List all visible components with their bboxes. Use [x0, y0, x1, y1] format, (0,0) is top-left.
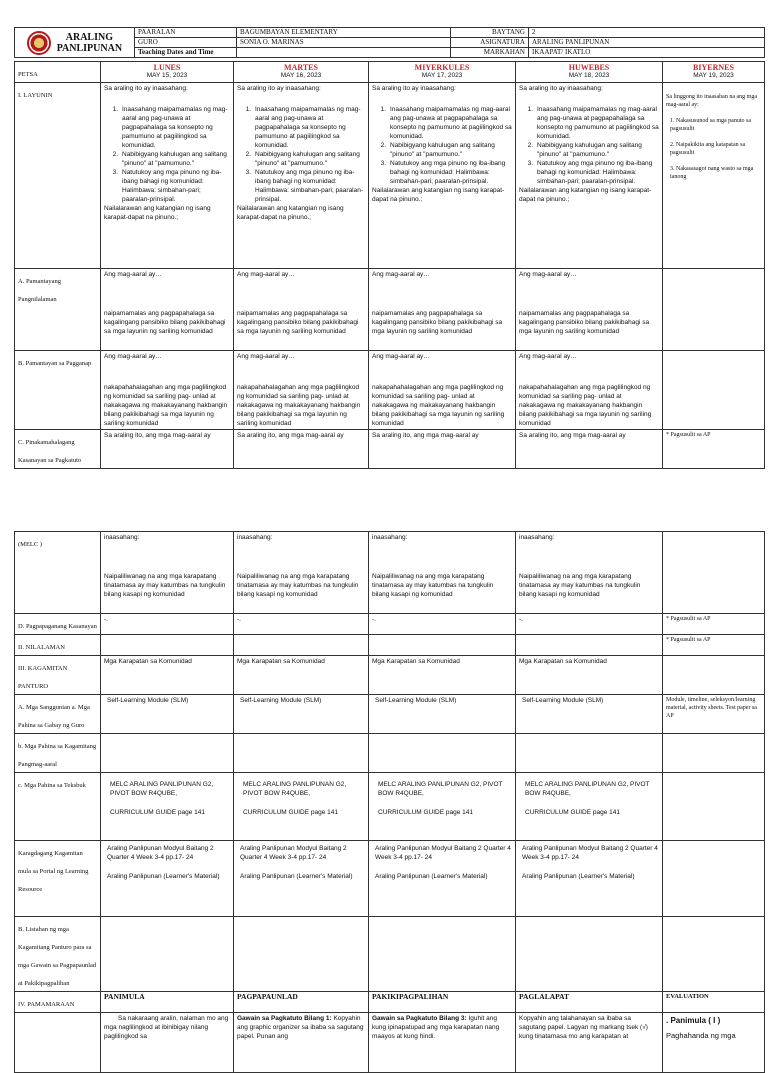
layunin-item — [104, 150, 230, 168]
karagdagang-row — [15, 841, 765, 917]
day-column-5 — [663, 62, 765, 83]
melc-lead: inaasahang: — [237, 534, 273, 541]
kagamitan-row — [15, 656, 765, 695]
pagganap-lead: Ang mag-aaral ay… — [519, 353, 577, 360]
karagdagang-line-2: Araling Panlipunan (Learner's Material) — [375, 873, 488, 880]
school-seal-icon — [27, 31, 51, 55]
markahan-value: IKAAPAT/ IKATLO — [529, 48, 765, 58]
pagganap-lead: Ang mag-aaral ay… — [372, 353, 430, 360]
empty-cell — [663, 734, 765, 773]
pamamaraan-row — [15, 1013, 765, 1073]
evaluation-header: EVALUATION — [663, 992, 765, 1013]
subject-title — [57, 32, 122, 54]
melc-lead: inaasahang: — [519, 534, 555, 541]
lesson-table-page-2 — [14, 531, 765, 1073]
pangnilalaman-text: naipamamalas ang pagpapahalaga sa kagalingang pansibiko bilang pakikibahagi sa mga layunin ng sariling komunidad — [237, 310, 359, 335]
pangnilalaman-lead: Ang mag-aaral ay… — [104, 271, 162, 278]
layunin-intro: Sa araling ito ay inaasahang: — [104, 85, 188, 92]
layunin-item-text: Natutukoy ang mga pinuno ng iba-ibang bahagi ng komunidad: Halimbawa: simbahan-pari; paaralan-prinsipal. — [255, 169, 364, 203]
teksbuk-line-1: MELC ARALING PANLIPUNAN G2, PIVOT BOW R4QUBE, — [378, 781, 503, 797]
karagdagang-line-2: Araling Panlipunan (Learner's Material) — [522, 873, 635, 880]
pagganap-lead: Ang mag-aaral ay… — [104, 353, 162, 360]
layunin-item-number: 1. — [380, 106, 386, 113]
empty-cell — [663, 917, 765, 992]
pinakamahalagang-row — [15, 430, 765, 469]
pangnilalaman-lead: Ang mag-aaral ay… — [372, 271, 430, 278]
pakikipagpalihan-cell — [369, 1013, 516, 1073]
guro-label: GURO — [135, 38, 237, 48]
pamantayan-pagganap-row — [15, 351, 765, 430]
pakikipagpalihan-header: PAKIKIPAGPALIHAN — [369, 992, 516, 1013]
header-table — [14, 27, 765, 58]
layunin-label: I. LAYUNIN — [18, 92, 53, 99]
layunin-closing: Nailalarawan ang katangian ng isang karapat-dapat na pinuno.; — [372, 187, 505, 203]
layunin-item — [519, 141, 659, 159]
pamantayang-pangnilalaman-row — [15, 269, 765, 351]
empty-cell — [516, 917, 663, 992]
layunin-item — [237, 168, 365, 204]
teksbuk-line-1: MELC ARALING PANLIPUNAN G2, PIVOT BOW R4QUBE, — [243, 781, 347, 797]
day-name: MIYERKULES — [414, 63, 470, 72]
kagamitang-pangmag-row — [15, 734, 765, 773]
layunin-item-number: 2. — [380, 142, 386, 149]
karagdagang-cell — [234, 841, 369, 917]
pangnilalaman-text: naipamamalas ang pagpapahalaga sa kagalingang pansibiko bilang pakikibahagi sa mga layunin ng sariling komunidad — [372, 310, 503, 335]
karagdagang-cell — [369, 841, 516, 917]
evaluation-panimula: . Panimula ( I ) — [666, 1016, 721, 1025]
melc-text: Naipaliliwanag na ang mga karapatang tinatamasa ay may katumbas na tungkulin bilang kasapi ng komunidad — [104, 573, 226, 598]
spacer — [372, 93, 512, 105]
layunin-item-number: 3. — [245, 169, 251, 176]
paglalapat-cell: Kopyahin ang talahanayan sa ibaba sa sagutang papel. Lagyan ng markang tsek (√) kung tinatamasa mo ang karapatan at — [516, 1013, 663, 1073]
melc-cell — [516, 532, 663, 614]
karagdagang-line-1: Araling Panlipunan Modyul Baitang 2 Quarter 4 Week 3-4 pp.17- 24 — [240, 845, 347, 861]
teksbuk-cell — [516, 773, 663, 841]
layunin-intro: Sa araling ito ay inaasahang: — [519, 85, 603, 92]
layunin-item-number: 2. — [245, 151, 251, 158]
subject-logo-cell — [15, 28, 135, 58]
layunin-item — [237, 150, 365, 168]
kagamitan-cell: Mga Karapatan sa Komunidad — [369, 656, 516, 695]
evaluation-paghahanda: Paghahanda ng mga — [666, 1031, 736, 1040]
layunin-item — [104, 168, 230, 204]
day-date: MAY 17, 2023 — [421, 72, 463, 79]
pamantayan-pagganap-cell — [516, 351, 663, 430]
pamantayan-pagganap-cell — [234, 351, 369, 430]
layunin-cell — [234, 83, 369, 269]
teksbuk-line-2: CURRICULUM GUIDE page 141 — [525, 809, 621, 816]
pinakamahalagang-cell: Sa araling ito, ang mga mag-aaral ay — [516, 430, 663, 469]
karagdagang-line-1: Araling Panlipunan Modyul Baitang 2 Quarter 4 Week 3-4 pp.17- 24 — [522, 845, 658, 861]
pagpapaganang-cell: -. — [101, 614, 234, 635]
spacer — [237, 279, 365, 309]
lesson-plan-page-2 — [14, 531, 764, 1040]
kagamitang-pangmag-label: b. Mga Pahina sa Kagamitang Pangmag-aaral — [18, 743, 97, 768]
empty-cell — [234, 635, 369, 656]
pagpapaganang-cell: -. — [516, 614, 663, 635]
layunin-item-text: Inaasahang maipamamalas ng mag-aaral ang pag-unawa at pagpapahalaga sa konsepto ng pamumuno at pagiilingkod sa komunidad. — [122, 106, 228, 149]
lesson-plan-page-1 — [14, 27, 764, 493]
nilalaman-label: II. NILALAMAN — [18, 644, 65, 651]
layunin-item — [104, 105, 230, 150]
petsa-label: PETSA — [18, 71, 38, 78]
empty-cell — [663, 351, 765, 430]
dates-value — [237, 48, 451, 58]
layunin-cell — [101, 83, 234, 269]
layunin-item-number: 3. — [527, 160, 533, 167]
spacer — [237, 542, 365, 572]
kagamitan-cell: Mga Karapatan sa Komunidad — [234, 656, 369, 695]
sanggunian-remark: Module, timeline, seleksyon/learning material, activity sheets. Test paper sa AP — [663, 695, 765, 734]
layunin-item — [372, 141, 512, 159]
pamamaraan-header-row — [15, 992, 765, 1013]
spacer — [104, 542, 230, 572]
pamantayang-pangnilalaman-cell — [101, 269, 234, 351]
spacer — [519, 542, 659, 572]
day-column-2 — [234, 62, 369, 83]
melc-text: Naipaliliwanag na ang mga karapatang tinatamasa ay may katumbas na tungkulin bilang kasapi ng komunidad — [372, 573, 494, 598]
layunin-item — [372, 105, 512, 141]
subject-line-2: PANLIPUNAN — [56, 42, 123, 54]
teksbuk-line-2: CURRICULUM GUIDE page 141 — [378, 809, 474, 816]
layunin-item-text: Inaasahang maipamamalas ng mag-aaral ang pag-unawa at pagpapahalaga sa konsepto ng pamumuno at pagiilingkod sa komunidad. — [537, 106, 659, 140]
sanggunian-cell: Self-Learning Module (SLM) — [516, 695, 663, 734]
kagamitan-cell: Mga Karapatan sa Komunidad — [101, 656, 234, 695]
pamantayan-pagganap-cell — [369, 351, 516, 430]
nilalaman-remark: * Pagsusulit sa AP — [663, 635, 765, 656]
kagamitan-cell: Mga Karapatan sa Komunidad — [516, 656, 663, 695]
layunin-closing: Nailalarawan ang katangian ng isang karapat-dapat na pinuno.; — [104, 205, 211, 221]
baytang-value: 2 — [529, 28, 765, 38]
melc-text: Naipaliliwanag na ang mga karapatang tinatamasa ay may katumbas na tungkulin bilang kasapi ng komunidad — [237, 573, 359, 598]
pangnilalaman-text: naipamamalas ang pagpapahalaga sa kagalingang pansibiko bilang pakikibahagi sa mga layunin ng sariling komunidad — [519, 310, 650, 335]
melc-label: (MELC ) — [18, 541, 43, 548]
dates-label: Teaching Dates and Time — [135, 48, 237, 58]
sanggunian-row — [15, 695, 765, 734]
gawain-3-title: Gawain sa Pagkatuto Bilang 3: — [372, 1015, 467, 1022]
pamantayang-pangnilalaman-cell — [369, 269, 516, 351]
spacer — [519, 93, 659, 105]
empty-cell — [369, 734, 516, 773]
guro-value: SONIA O. MARINAS — [237, 38, 451, 48]
layunin-item-number: 3. — [380, 160, 386, 167]
layunin-item-number: 1. — [527, 106, 533, 113]
layunin-item-text: Natutukoy ang mga pinuno ng iba-ibang bahagi ng komunidad: Halimbawa: simbahan-pari; paaralan-prinsipal. — [390, 160, 506, 185]
listahan-label: B. Listahan ng mga Kagamitang Panturo para sa mga Gawain sa Pagpapaunlad at Pakikipagpalihan — [18, 926, 97, 987]
pagpapaganang-cell: -. — [369, 614, 516, 635]
sanggunian-cell: Self-Learning Module (SLM) — [369, 695, 516, 734]
layunin-item-text: Inaasahang maipamamalas ng mag-aaral ang pag-unawa at pagpapahalaga sa konsepto ng pamumuno at pagiilingkod sa komunidad. — [390, 106, 512, 140]
melc-cell — [234, 532, 369, 614]
pinakamahalagang-remark: * Pagsusulit sa AP — [663, 430, 765, 469]
pagpapaganang-remark: * Pagsusulit sa AP — [663, 614, 765, 635]
day-date: MAY 18, 2023 — [568, 72, 610, 79]
layunin-closing: Nailalarawan ang katangian ng isang karapat-dapat na pinuno.; — [237, 205, 344, 221]
empty-cell — [663, 841, 765, 917]
layunin-closing: Nailalarawan ang katangian ng isang karapat-dapat na pinuno.; — [519, 187, 652, 203]
melc-lead: inaasahang: — [372, 534, 408, 541]
teksbuk-cell — [101, 773, 234, 841]
pinakamahalagang-cell: Sa araling ito, ang mga mag-aaral ay — [369, 430, 516, 469]
spacer — [237, 93, 365, 105]
teksbuk-cell — [369, 773, 516, 841]
layunin-item-text: Natutukoy ang mga pinuno ng iba-ibang bahagi ng komunidad: Halimbawa: simbahan-pari; paaralan-prinsipal. — [122, 169, 222, 203]
evaluation-cell — [663, 1013, 765, 1073]
melc-text: Naipaliliwanag na ang mga karapatang tinatamasa ay may katumbas na tungkulin bilang kasapi ng komunidad — [519, 573, 641, 598]
pinakamahalagang-label: C. Pinakamahalagang Kasanayan sa Pagkatuto — [18, 439, 82, 464]
layunin-item-number: 1. — [112, 106, 118, 113]
layunin-item-number: 2. — [112, 151, 118, 158]
spacer — [519, 361, 659, 383]
layunin-row — [15, 83, 765, 269]
karagdagang-line-1: Araling Panlipunan Modyul Baitang 2 Quarter 4 Week 3-4 pp.17- 24 — [375, 845, 511, 861]
teksbuk-cell — [234, 773, 369, 841]
day-date: MAY 16, 2023 — [280, 72, 322, 79]
listahan-row — [15, 917, 765, 992]
pagpapaganang-cell: -. — [234, 614, 369, 635]
melc-lead: inaasahang: — [104, 534, 140, 541]
empty-cell — [663, 773, 765, 841]
panimula-header: PANIMULA — [101, 992, 234, 1013]
pamantayan-pagganap-cell — [101, 351, 234, 430]
gawain-1-title: Gawain sa Pagkatuto Bilang 1: — [237, 1015, 332, 1022]
empty-cell — [663, 656, 765, 695]
pinakamahalagang-cell: Sa araling ito, ang mga mag-aaral ay — [234, 430, 369, 469]
teksbuk-line-1: MELC ARALING PANLIPUNAN G2, PIVOT BOW R4QUBE, — [525, 781, 650, 797]
days-row — [15, 62, 765, 83]
empty-cell — [663, 269, 765, 351]
pagganap-text: nakapahahalagahan ang mga paglilingkod ng komunidad sa sariling pag- unlad at nakakagawa ng makakayanang hakbangin bilang pakikibahagi sa mga layunin ng sariling komunidad — [104, 384, 228, 427]
day-column-4 — [516, 62, 663, 83]
layunin-item-text: Nabibigyang kahulugan ang salitang "pinuno" at "pamumuno." — [390, 142, 495, 158]
pamantayang-pangnilalaman-label: A. Pamantayang Pangnilalaman — [18, 278, 61, 303]
spacer — [519, 279, 659, 309]
nilalaman-row — [15, 635, 765, 656]
markahan-label: MARKAHAN — [451, 48, 529, 58]
day-date: MAY 19, 2023 — [693, 72, 734, 79]
paaralan-label: PAARALAN — [135, 28, 237, 38]
teksbuk-line-1: MELC ARALING PANLIPUNAN G2, PIVOT BOW R4QUBE, — [110, 781, 214, 797]
pinakamahalagang-cell: Sa araling ito, ang mga mag-aaral ay — [101, 430, 234, 469]
karagdagang-cell — [101, 841, 234, 917]
empty-cell — [15, 1013, 101, 1073]
karagdagang-line-2: Araling Panlipunan (Learner's Material) — [240, 873, 353, 880]
empty-cell — [101, 635, 234, 656]
kagamitan-label: III. KAGAMITAN PANTURO — [18, 665, 68, 690]
layunin-item-text: Natutukoy ang mga pinuno ng iba-ibang bahagi ng komunidad: Halimbawa: simbahan-pari; paaralan-prinsipal. — [537, 160, 653, 185]
teksbuk-row — [15, 773, 765, 841]
layunin-item-number: 2. — [527, 142, 533, 149]
paglalapat-header: PAGLALAPAT — [516, 992, 663, 1013]
empty-cell — [369, 635, 516, 656]
spacer — [237, 361, 365, 383]
empty-cell — [234, 734, 369, 773]
spacer — [104, 279, 230, 309]
layunin-intro: Sa araling ito ay inaasahang: — [372, 85, 456, 92]
layunin-intro: Sa araling ito ay inaasahang: — [237, 85, 321, 92]
pagganap-text: nakapahahalagahan ang mga paglilingkod ng komunidad sa sariling pag- unlad at nakakagawa ng makakayanang hakbangin bilang pakikibahagi sa mga layunin ng sariling komunidad — [372, 384, 505, 427]
empty-cell — [516, 734, 663, 773]
layunin-item-text: Nabibigyang kahulugan ang salitang "pinuno" at "pamumuno." — [255, 151, 360, 167]
layunin-item — [237, 105, 365, 150]
gawain-1-text: Kopyahin ang graphic organizer sa ibaba sa sagutang papel. Punan ang — [237, 1015, 364, 1040]
day-name: MARTES — [284, 63, 318, 72]
teksbuk-line-2: CURRICULUM GUIDE page 141 — [243, 809, 339, 816]
melc-row — [15, 532, 765, 614]
empty-cell — [369, 917, 516, 992]
pangnilalaman-lead: Ang mag-aaral ay… — [237, 271, 295, 278]
pamamaraan-label: IV. PAMAMARAAN — [18, 1001, 75, 1008]
teksbuk-label: c. Mga Pahina sa Teksbuk — [18, 782, 86, 789]
day-column-3 — [369, 62, 516, 83]
empty-cell — [516, 635, 663, 656]
layunin-item — [372, 159, 512, 186]
lesson-table-page-1 — [14, 61, 765, 469]
layunin-item-number: 3. — [112, 169, 118, 176]
teksbuk-line-2: CURRICULUM GUIDE page 141 — [110, 809, 206, 816]
asignatura-value: ARALING PANLIPUNAN — [529, 38, 765, 48]
karagdagang-cell — [516, 841, 663, 917]
layunin-item-number: 1. — [245, 106, 251, 113]
melc-cell — [101, 532, 234, 614]
remark-line: 2. Naipakikita ang katapatan sa pagsusulit — [670, 142, 746, 156]
panimula-cell: Sa nakaraang aralin, nalaman mo ang mga naglilingkod at ibinibigay nilang paglilingkod sa — [101, 1013, 234, 1073]
pagganap-text: nakapahahalagahan ang mga paglilingkod ng komunidad sa sariling pag- unlad at nakakagawa ng makakayanang hakbangin bilang pakikibahagi sa mga layunin ng sariling komunidad — [519, 384, 652, 427]
baytang-label: BAYTANG — [451, 28, 529, 38]
sanggunian-cell: Self-Learning Module (SLM) — [234, 695, 369, 734]
gawain-3-text: Iguhit ang kung ipinapatupad ang mga karapatan nang maayos at kung hindi. — [372, 1015, 500, 1040]
paaralan-value: BAGUMBAYAN ELEMENTARY — [237, 28, 451, 38]
day-name: HUWEBES — [568, 63, 610, 72]
remark-line: 3. Nakasasagot nang wasto sa mga tanong — [670, 166, 754, 180]
layunin-item — [519, 159, 659, 186]
layunin-item-text: Inaasahang maipamamalas ng mag-aaral ang pag-unawa at pagpapahalaga sa konsepto ng pamumuno at pagiilingkod sa komunidad. — [255, 106, 361, 149]
layunin-remarks — [663, 83, 765, 269]
pangnilalaman-lead: Ang mag-aaral ay… — [519, 271, 577, 278]
spacer — [372, 361, 512, 383]
pagpapaganang-label: D. Pagpapaganang Kasanayan — [18, 623, 97, 630]
pamantayan-pagganap-label: B. Pamantayan sa Pagganap — [18, 360, 92, 367]
melc-cell — [369, 532, 516, 614]
subject-line-1: ARALING — [65, 31, 113, 43]
layunin-cell — [516, 83, 663, 269]
pagpapaunlad-header: PAGPAPAUNLAD — [234, 992, 369, 1013]
pagganap-lead: Ang mag-aaral ay… — [237, 353, 295, 360]
pamantayang-pangnilalaman-cell — [516, 269, 663, 351]
layunin-item — [519, 105, 659, 141]
pamantayang-pangnilalaman-cell — [234, 269, 369, 351]
day-date: MAY 15, 2023 — [146, 72, 188, 79]
empty-cell — [234, 917, 369, 992]
spacer — [372, 542, 512, 572]
pagpapaganang-row — [15, 614, 765, 635]
karagdagang-label: Karagdagang Kagamitan mula sa Portal ng Learning Resource — [18, 850, 89, 893]
asignatura-label: ASIGNATURA — [451, 38, 529, 48]
day-name: BIYERNES — [693, 63, 734, 72]
karagdagang-line-1: Araling Panlipunan Modyul Baitang 2 Quarter 4 Week 3-4 pp.17- 24 — [107, 845, 214, 861]
day-name: LUNES — [153, 63, 181, 72]
pangnilalaman-text: naipamamalas ang pagpapahalaga sa kagalingang pansibiko bilang pakikibahagi sa mga layunin ng sariling komunidad — [104, 310, 226, 335]
pagganap-text: nakapahahalagahan ang mga paglilingkod ng komunidad sa sariling pag- unlad at nakakagawa ng makakayanang hakbangin bilang pakikibahagi sa mga layunin ng sariling komunidad — [237, 384, 361, 427]
pagpapaunlad-cell — [234, 1013, 369, 1073]
spacer — [372, 279, 512, 309]
empty-cell — [101, 917, 234, 992]
day-column-1 — [101, 62, 234, 83]
karagdagang-line-2: Araling Panlipunan (Learner's Material) — [107, 873, 220, 880]
spacer — [104, 361, 230, 383]
empty-cell — [101, 734, 234, 773]
empty-cell — [663, 532, 765, 614]
sanggunian-label: A. Mga Sanggunian a. Mga Pahina sa Gabay ng Guro — [18, 704, 90, 729]
remark-line: Sa linggong ito inaasahan na ang mga mag-aaral ay: — [666, 94, 757, 108]
spacer — [104, 93, 230, 105]
layunin-cell — [369, 83, 516, 269]
layunin-item-text: Nabibigyang kahulugan ang salitang "pinuno" at "pamumuno." — [537, 142, 642, 158]
remark-line: 1. Nakasusunod sa mga panuto sa pagsusulit — [670, 118, 751, 132]
layunin-item-text: Nabibigyang kahulugan ang salitang "pinuno" at "pamumuno." — [122, 151, 227, 167]
sanggunian-cell: Self-Learning Module (SLM) — [101, 695, 234, 734]
